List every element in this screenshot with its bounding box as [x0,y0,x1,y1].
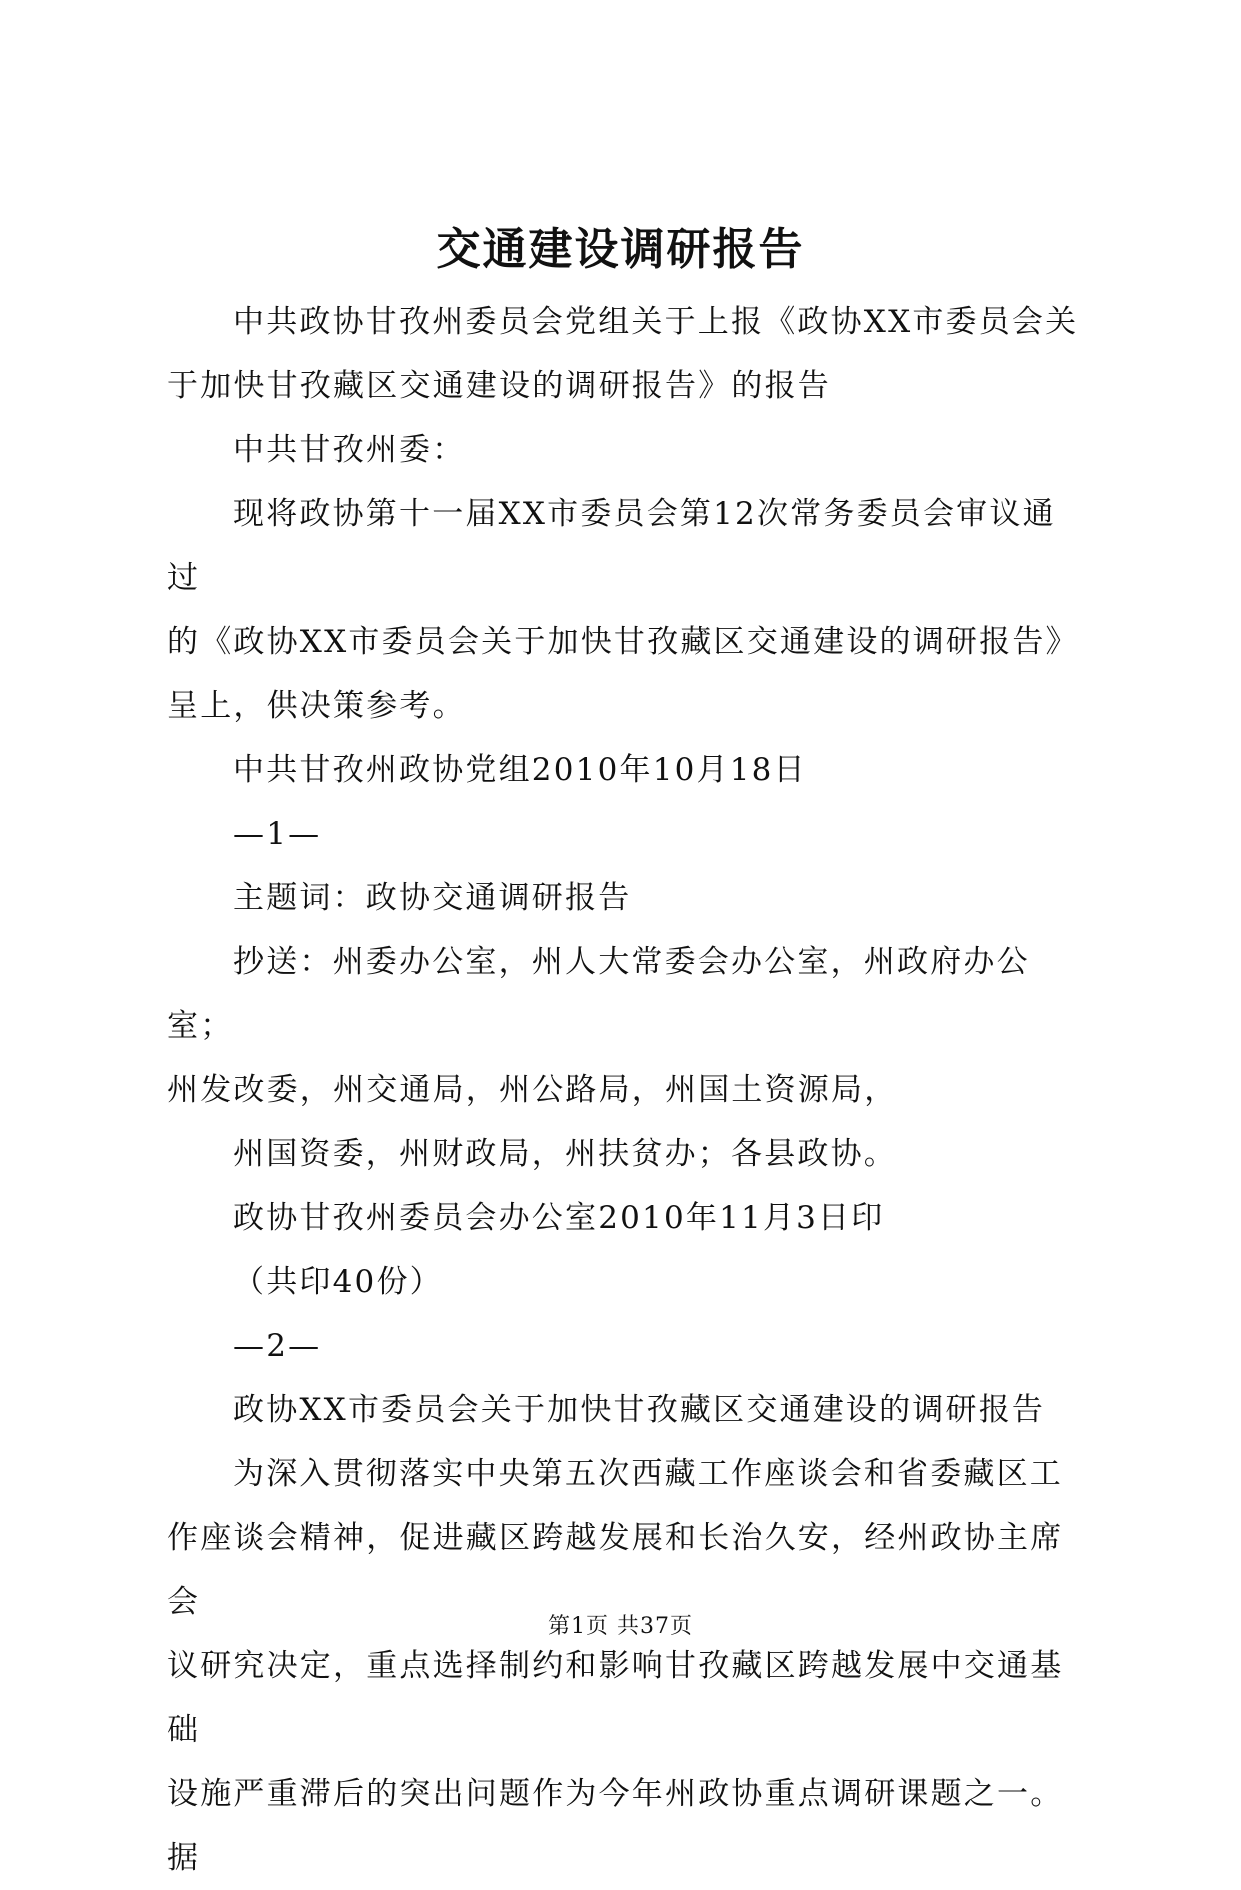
paragraph [167,1378,1079,1442]
paragraph [167,1186,1079,1250]
paragraph [167,290,1079,418]
text-line: 于加快甘孜藏区交通建设的调研报告》的报告 [167,368,831,404]
text-line: （共印40份） [233,1264,443,1300]
text-line: 政协甘孜州委员会办公室2010年11月3日印 [233,1200,885,1236]
paragraph [167,1250,1079,1314]
paragraph [167,418,1079,482]
text-line: 政协XX市委员会关于加快甘孜藏区交通建设的调研报告 [233,1392,1046,1428]
paragraph [167,930,1079,1122]
page-marker: —2— [233,1328,322,1364]
text-line: 中共甘孜州委： [233,432,466,468]
text-line: 现将政协第十一届XX市委员会第12次常务委员会审议通过 [167,496,1056,596]
page-footer: 第1页 共37页 [548,1614,693,1639]
text-line: 设施严重滞后的突出问题作为今年州政协重点调研课题之一。据 [167,1776,1064,1876]
paragraph [167,738,1079,802]
text-line: 抄送：州委办公室，州人大常委会办公室，州政府办公室； [167,944,1030,1044]
text-line: 州国资委，州财政局，州扶贫办；各县政协。 [233,1136,897,1172]
paragraph [167,1442,1079,1890]
text-line: 中共政协甘孜州委员会党组关于上报《政协XX市委员会关 [233,304,1079,340]
paragraph [167,482,1079,738]
paragraph [167,866,1079,930]
text-line: 的《政协XX市委员会关于加快甘孜藏区交通建设的调研报告》 [167,624,1079,660]
document-title: 交通建设调研报告 [436,224,805,275]
document-body [167,290,1079,1890]
text-line: 为深入贯彻落实中央第五次西藏工作座谈会和省委藏区工 [233,1456,1063,1492]
paragraph [167,1122,1079,1186]
text-line: 呈上，供决策参考。 [167,688,466,724]
page-marker: —1— [233,816,322,852]
text-line: 作座谈会精神，促进藏区跨越发展和长治久安，经州政协主席会 [167,1520,1064,1620]
text-line: 议研究决定，重点选择制约和影响甘孜藏区跨越发展中交通基础 [167,1648,1064,1748]
text-line: 州发改委，州交通局，州公路局，州国土资源局， [167,1072,898,1108]
paragraph [167,1314,1079,1378]
text-line: 主题词：政协交通调研报告 [233,880,632,916]
text-line: 中共甘孜州政协党组2010年10月18日 [233,752,807,788]
paragraph [167,802,1079,866]
